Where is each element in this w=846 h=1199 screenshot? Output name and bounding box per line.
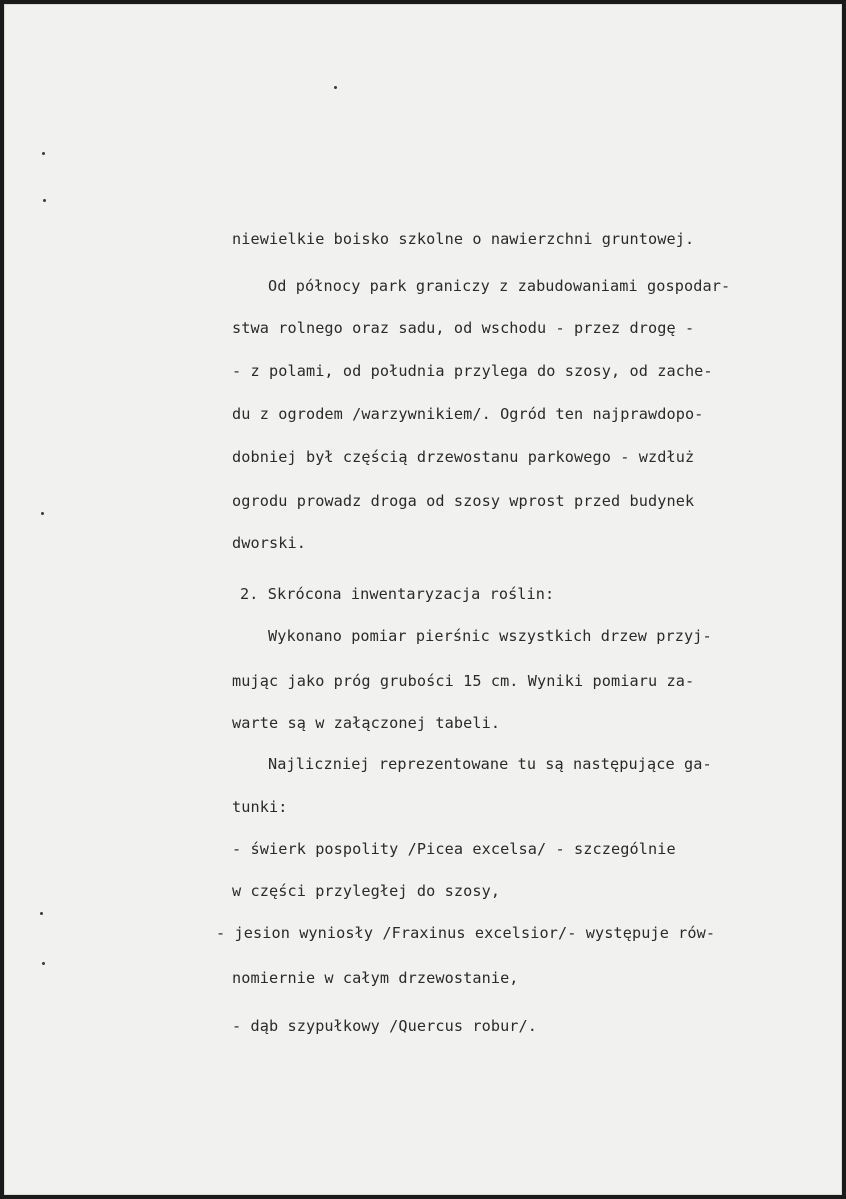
- text-line: niewielkie boisko szkolne o nawierzchni gruntowej.: [232, 230, 695, 248]
- text-line: ogrodu prowadz droga od szosy wprost przed budynek: [232, 492, 695, 510]
- scan-speck: [42, 962, 45, 965]
- list-item: - dąb szypułkowy /Quercus robur/.: [232, 1017, 538, 1035]
- text-line: - z polami, od południa przylega do szosy, od zache-: [232, 362, 713, 380]
- list-item: - świerk pospolity /Picea excelsa/ - szczególnie: [232, 840, 676, 858]
- list-item-continuation: w części przyległej do szosy,: [232, 882, 501, 900]
- section-heading: 2. Skrócona inwentaryzacja roślin:: [240, 585, 555, 603]
- scan-speck: [41, 512, 44, 515]
- scan-speck: [43, 199, 46, 202]
- typewritten-page: [4, 4, 842, 1195]
- scan-speck: [334, 86, 337, 89]
- text-line: Wykonano pomiar pierśnic wszystkich drzew przyj-: [268, 627, 712, 645]
- text-line: stwa rolnego oraz sadu, od wschodu - przez drogę -: [232, 319, 695, 337]
- text-line: du z ogrodem /warzywnikiem/. Ogród ten najprawdopo-: [232, 405, 704, 423]
- text-line: warte są w załączonej tabeli.: [232, 714, 501, 732]
- text-line: dworski.: [232, 534, 306, 552]
- list-item-continuation: nomiernie w całym drzewostanie,: [232, 969, 519, 987]
- text-line: Najliczniej reprezentowane tu są następujące ga-: [268, 755, 712, 773]
- list-item: - jesion wyniosły /Fraxinus excelsior/- występuje rów-: [216, 924, 716, 942]
- scan-speck: [42, 152, 45, 155]
- text-line: Od północy park graniczy z zabudowaniami gospodar-: [268, 277, 731, 295]
- text-line: tunki:: [232, 798, 288, 816]
- text-line: mując jako próg grubości 15 cm. Wyniki pomiaru za-: [232, 672, 695, 690]
- text-line: dobniej był częścią drzewostanu parkowego - wzdłuż: [232, 448, 695, 466]
- scan-speck: [40, 912, 43, 915]
